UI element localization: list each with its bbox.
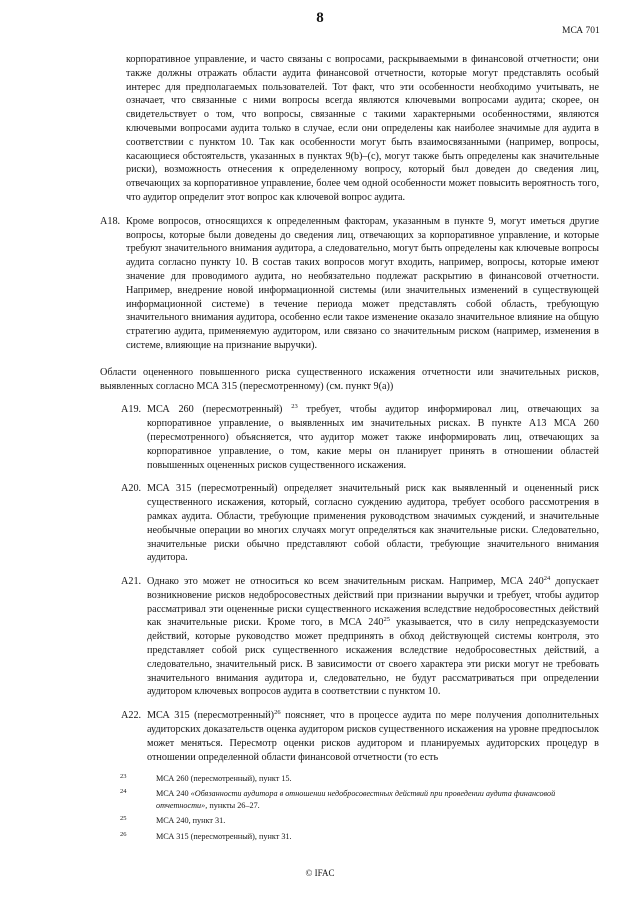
paragraph-a22	[121, 709, 599, 764]
main-body	[100, 53, 600, 764]
footnote-text: МСА 240	[156, 789, 191, 799]
paragraph-text: допускает возникновение рисков недобросовестных действий при признании выручки и требует, чтобы аудитор рассматривал эти оцененные риски существенного искажения вследствие недобросовестных действий как значительные риски. Кроме того, в МСА 240	[147, 576, 599, 629]
paragraph-text: поясняет, что в процессе аудита по мере получения дополнительных аудиторских доказательств оценка аудитором рисков существенного искажения на уровне предпосылок может меняться. Пересмотр оценки рисков аудитором и планируемых аудиторских процедур в отношении определенной области финансовой отчетности (то есть	[147, 710, 599, 763]
footnote-text: МСА 260 (пересмотренный), пункт 15.	[156, 774, 292, 783]
paragraph-number: A20.	[121, 483, 142, 495]
footnote-number: 23	[120, 773, 127, 780]
footnote-text: МСА 240, пункт 31.	[156, 816, 226, 826]
paragraph-a18	[100, 215, 599, 353]
copyright-footer: © IFAC	[305, 868, 335, 878]
footnote	[120, 815, 604, 826]
footnote-text: , пункты 26–27.	[205, 800, 260, 810]
footnote-text: МСА 315 (пересмотренный), пункт 31.	[156, 831, 292, 841]
section-heading: Области оцененного повышенного риска существенного искажения отчетности или значительных рисков, выявленных согласно МСА 315 (пересмотренному) (см. пункт 9(a))	[100, 366, 599, 392]
paragraph-number: A19.	[121, 404, 142, 416]
paragraph-text: требует, чтобы аудитор информировал лиц, отвечающих за корпоративное управление, о выявленных им значительных рисках. В пункте A13 МСА 260 (пересмотренного) объясняется, что аудитор может также информировать лиц, отвечающих за корпоративное управление, о том, какие меры он планирует принять в отношении областей повышенных оцененных рисков существенного искажения.	[147, 404, 599, 471]
paragraph-a20	[121, 482, 599, 565]
paragraph-number: A22.	[121, 710, 142, 722]
paragraph-text: МСА 315 (пересмотренный)	[147, 710, 275, 722]
paragraph-text: Однако это может не относиться ко всем значительным рискам. Например, МСА 240	[147, 576, 544, 588]
footnote	[120, 788, 604, 811]
footnote-ref[interactable]: 23	[291, 403, 298, 411]
footnote-number: 25	[120, 815, 127, 823]
footnote-ref[interactable]: 24	[543, 575, 551, 583]
paragraph-number: A18.	[100, 215, 121, 227]
paragraph-text: МСА 260 (пересмотренный)	[147, 404, 292, 416]
document-code: МСА 701	[562, 26, 600, 36]
paragraph-text: МСА 315 (пересмотренный) определяет значительный риск как выявленный и оцененный риск существенного искажения, который, согласно суждению аудитора, требует особого рассмотрения в рамках аудита. Области, требующие применения руководством значимых суждений, и значительные необычные операции во многих случаях могут определяться как значительные риски. Следовательно, значительные риски обычно представляют собой области, требующие значительного внимания аудитора.	[147, 483, 599, 564]
footnote-ref[interactable]: 26	[274, 709, 281, 717]
footnote-number: 26	[120, 830, 127, 838]
footnote	[120, 830, 604, 842]
footnote-ref[interactable]: 25	[383, 616, 391, 624]
page-number: 8	[316, 10, 324, 26]
footnote-number: 24	[120, 788, 127, 796]
paragraph-text: Кроме вопросов, относящихся к определенным факторам, указанным в пункте 9, могут иметься другие вопросы, которые были доведены до сведения лиц, отвечающих за корпоративное управление, и которые требуют значительного внимания аудитора, а следовательно, могут быть определены как ключевые вопросы аудита согласно пункту 10. В состав таких вопросов могут входить, например, вопросы, которые имеют значение для проводимого аудита, но необязательно подлежат раскрытию в финансовой отчетности. Например, внедрение новой информационной системы (или значительных изменений в существующей информационной системе) в течение периода может представлять собой область, требующую значительного внимания аудитора, особенно если такое изменение оказало значительное влияние на общую стратегию аудита, применяемую аудитором, или связано со значительным риском (например, изменения в системе, влияющие на признание выручки).	[126, 215, 599, 351]
paragraph-a19	[121, 403, 599, 472]
paragraph-a21	[121, 575, 600, 699]
footnote	[120, 773, 604, 784]
paragraph-text: указывается, что в силу непредсказуемости действий, которые руководство может предпринять в обход действующей системы контроля, это представляет собой риск существенного искажения вследствие недобросовестных действий, а следовательно, значительный риск. В зависимости от своего характера эти риски могут не требовать значительного внимания аудитора и, следовательно, не будут рассматриваться при определении аудитором ключевых вопросов аудита в соответствии с пунктом 10.	[147, 617, 600, 698]
footnote-title: «Обязанности аудитора в отношении недобросовестных действий при проведении аудита финансовой отчетности»	[156, 789, 556, 810]
paragraph-number: A21.	[121, 576, 142, 588]
footnotes	[120, 773, 604, 846]
continuation-paragraph: корпоративное управление, и часто связаны с вопросами, раскрываемыми в финансовой отчетности; они также должны отражать области аудита финансовой отчетности, которые могут представлять особый интерес для предполагаемых пользователей. Тот факт, что эти особенности необходимо учитывать, не означает, что связанные с ними вопросы всегда являются ключевыми вопросами аудита; скорее, он свидетельствует о том, что вопросы, связанные с такими характерными особенностями, являются ключевыми вопросами аудита только в случае, если они определены как наиболее значимые для аудита в соответствии с пунктом 10. Так как особенности могут быть взаимосвязанными (например, вопросы, касающиеся обстоятельств, указанных в пунктах 9(b)–(c), могут также быть определены как значительные риски), возможность отнесения к определенному вопросу, который был доведен до сведения лиц, отвечающих за корпоративное управление, более чем одной особенности может повысить вероятность того, что аудитор определит этот вопрос как ключевой вопрос аудита.	[126, 54, 599, 203]
